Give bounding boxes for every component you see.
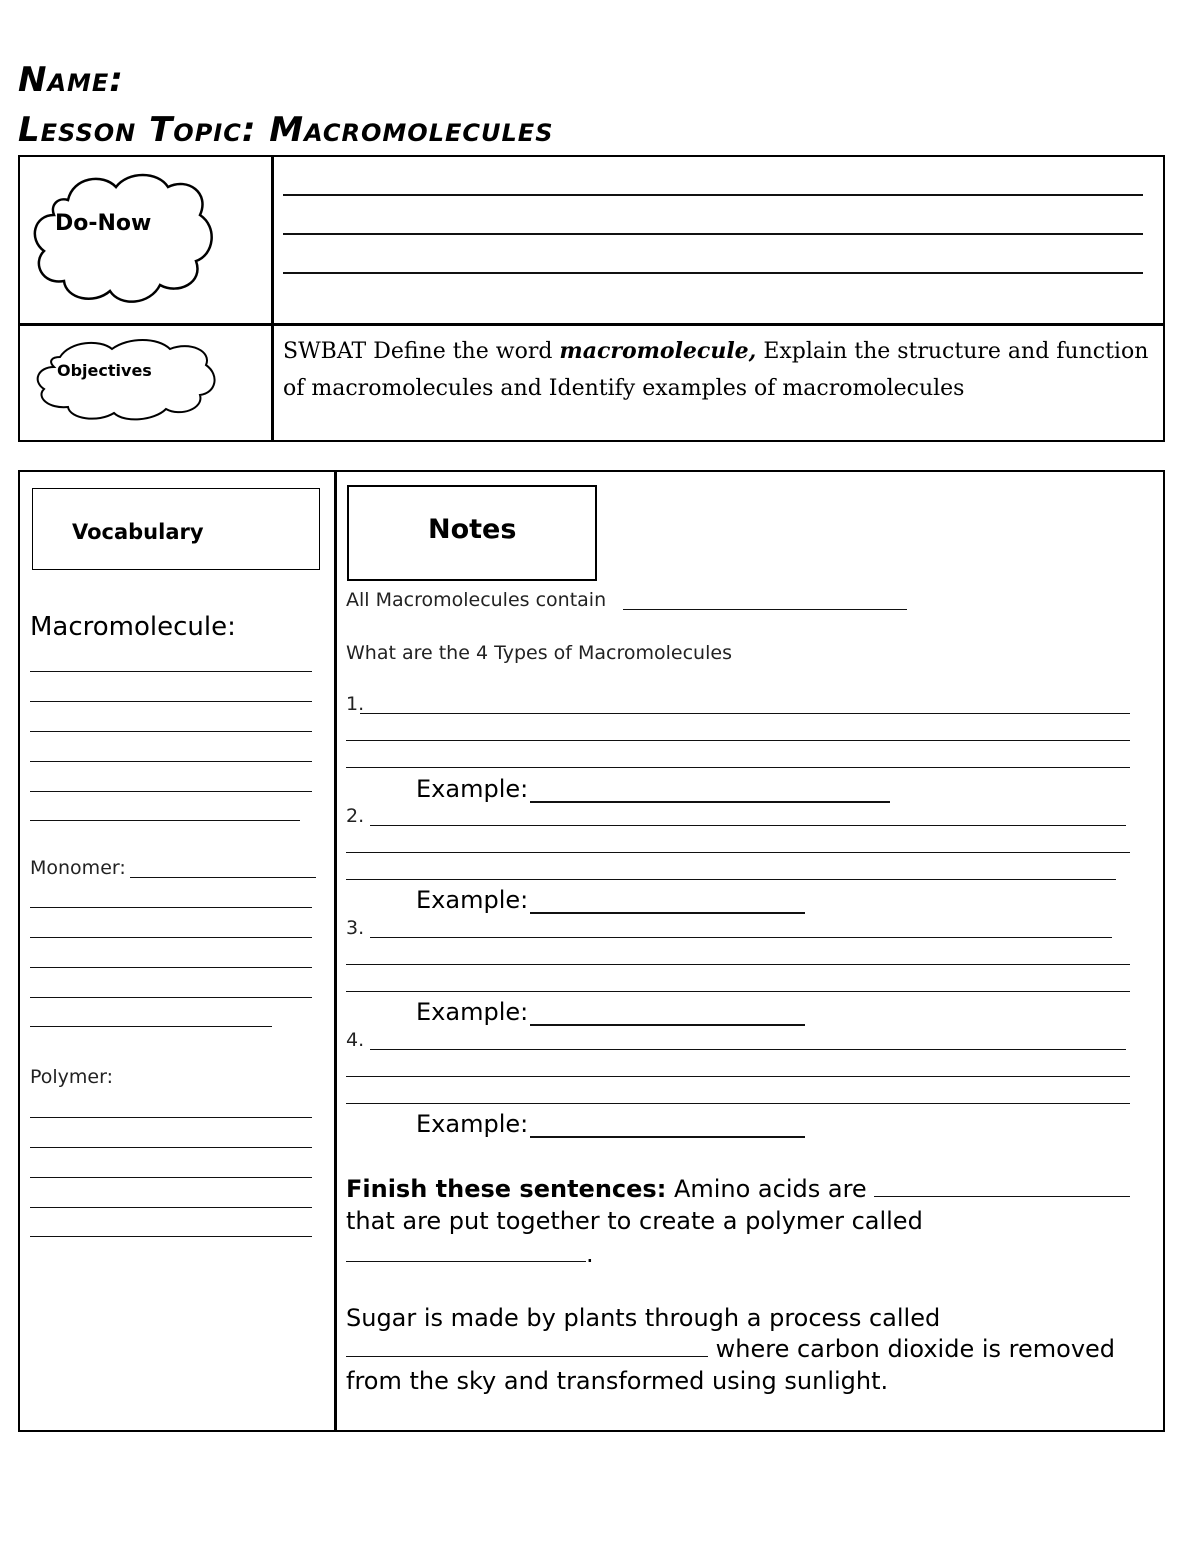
- notes-line[interactable]: [346, 767, 1130, 768]
- sentence-2-line-3: from the sky and transformed using sunlight.: [346, 1367, 889, 1395]
- example-label: Example:: [416, 775, 529, 803]
- vocab-line[interactable]: [30, 1236, 312, 1237]
- objective-text: SWBAT Define the word: [283, 339, 560, 364]
- sentence-2-line-1: Sugar is made by plants through a process called: [346, 1304, 941, 1332]
- sentence-1-line-2: that are put together to create a polymer called: [346, 1207, 923, 1235]
- main-table-divider: [334, 470, 337, 1432]
- sentence-2-line-2: [346, 1335, 1115, 1363]
- objective-line-2: of macromolecules and Identify examples of macromolecules: [283, 376, 965, 401]
- answer-blank[interactable]: [346, 1356, 708, 1357]
- lesson-topic-title: Lesson Topic: Macromolecules: [18, 110, 554, 150]
- item-number: 2.: [346, 805, 365, 827]
- contain-answer-line[interactable]: [623, 609, 907, 610]
- finish-label: Finish these sentences:: [346, 1175, 667, 1203]
- notes-line[interactable]: [370, 937, 1112, 938]
- example-line[interactable]: [530, 912, 805, 914]
- term-monomer: Monomer:: [30, 857, 126, 879]
- vocab-line[interactable]: [30, 701, 312, 702]
- vocab-line[interactable]: [30, 1207, 312, 1208]
- answer-blank[interactable]: [346, 1261, 586, 1262]
- do-now-line[interactable]: [283, 194, 1143, 196]
- do-now-label: Do-Now: [55, 211, 152, 236]
- notes-line[interactable]: [346, 852, 1130, 853]
- notes-line[interactable]: [370, 825, 1126, 826]
- name-label: Name:: [18, 60, 124, 100]
- vocab-line[interactable]: [30, 907, 312, 908]
- vocab-line[interactable]: [30, 1177, 312, 1178]
- item-number: 1.: [346, 693, 365, 715]
- example-line[interactable]: [530, 1024, 805, 1026]
- objective-text: Explain the structure and function: [756, 339, 1149, 364]
- do-now-line[interactable]: [283, 272, 1143, 274]
- sentence-end: .: [586, 1240, 594, 1268]
- notes-line[interactable]: [346, 991, 1130, 992]
- do-now-line[interactable]: [283, 233, 1143, 235]
- example-line[interactable]: [530, 1136, 805, 1138]
- vocab-line[interactable]: [30, 1147, 312, 1148]
- example-label: Example:: [416, 1110, 529, 1138]
- notes-line[interactable]: [346, 879, 1116, 880]
- vocab-line[interactable]: [130, 877, 316, 878]
- vocab-line[interactable]: [30, 1117, 312, 1118]
- sentence-text: where carbon dioxide is removed: [715, 1335, 1116, 1363]
- objectives-cloud-icon: [30, 335, 220, 425]
- item-number: 4.: [346, 1029, 365, 1051]
- vocab-line[interactable]: [30, 937, 312, 938]
- do-now-cloud-icon: [28, 165, 218, 310]
- types-prompt: What are the 4 Types of Macromolecules: [346, 642, 732, 664]
- vocab-line[interactable]: [30, 671, 312, 672]
- sentence-1-line-3: [346, 1240, 594, 1268]
- vocab-line[interactable]: [30, 820, 300, 821]
- notes-line[interactable]: [346, 964, 1130, 965]
- item-number: 3.: [346, 917, 365, 939]
- term-macromolecule: Macromolecule:: [30, 612, 236, 642]
- vocab-line[interactable]: [30, 997, 312, 998]
- notes-line[interactable]: [346, 1103, 1130, 1104]
- vocab-line[interactable]: [30, 731, 312, 732]
- sentence-1-line-1: [346, 1175, 1130, 1203]
- vocab-line[interactable]: [30, 967, 312, 968]
- term-polymer: Polymer:: [30, 1066, 114, 1088]
- vocab-line[interactable]: [30, 791, 312, 792]
- vocab-line[interactable]: [30, 761, 312, 762]
- top-table-divider: [271, 155, 274, 442]
- example-label: Example:: [416, 886, 529, 914]
- example-label: Example:: [416, 998, 529, 1026]
- notes-line[interactable]: [346, 1076, 1130, 1077]
- vocabulary-heading: Vocabulary: [72, 520, 204, 544]
- example-line[interactable]: [530, 801, 890, 803]
- vocab-line[interactable]: [30, 1026, 272, 1027]
- objectives-label: Objectives: [57, 361, 152, 380]
- sentence-text: Amino acids are: [673, 1175, 867, 1203]
- notes-line[interactable]: [360, 713, 1130, 714]
- objective-line-1: [283, 338, 1148, 364]
- objective-emphasis: macromolecule,: [559, 338, 757, 364]
- top-table-row-divider: [18, 323, 1165, 326]
- answer-blank[interactable]: [874, 1196, 1130, 1197]
- notes-heading: Notes: [428, 514, 517, 545]
- notes-line[interactable]: [346, 740, 1130, 741]
- contain-prompt: All Macromolecules contain: [346, 589, 607, 611]
- notes-line[interactable]: [370, 1049, 1126, 1050]
